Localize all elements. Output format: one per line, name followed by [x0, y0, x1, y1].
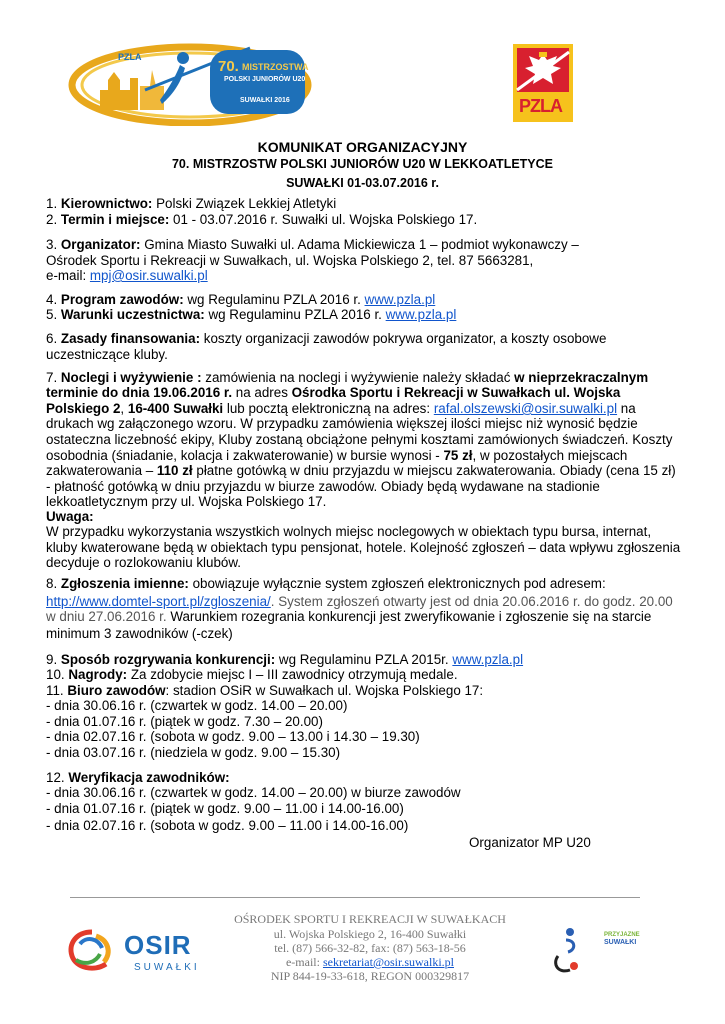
- item-5: 5. Warunki uczestnictwa: wg Regulaminu PZLA 2016 r. www.pzla.pl: [46, 307, 457, 322]
- verification-row: - dnia 01.07.16 r. (piątek w godz. 9.00 – 11.00 i 14.00-16.00): [46, 801, 404, 816]
- item-8: 8. Zgłoszenia imienne: obowiązuje wyłącznie system zgłoszeń elektronicznych pod adresem:: [46, 576, 606, 591]
- pzla-link[interactable]: www.pzla.pl: [364, 292, 436, 307]
- domtel-link[interactable]: http://www.domtel-sport.pl/zgloszenia/: [46, 594, 271, 609]
- pzla-logo: [513, 44, 573, 122]
- osir-logo-text: OSIR: [124, 930, 192, 960]
- office-hours-row: - dnia 01.07.16 r. (piątek w godz. 7.30 – 20.00): [46, 714, 323, 729]
- item-8-line3: w dniu 27.06.2016 r. Warunkiem rozegrania konkurencji jest zweryfikowanie i zgłoszenie się na starcie: [46, 609, 652, 624]
- footer-phone: tel. (87) 566-32-82, fax: (87) 563-18-56: [274, 941, 466, 955]
- item-7-line4: drukach wg załączonego wzoru. W przypadku zamówienia większej ilości miejsc niż wynosić będzie: [46, 416, 638, 431]
- item-1: 1. Kierownictwo: Polski Związek Lekkiej Atletyki: [46, 196, 337, 211]
- item-9: 9. Sposób rozgrywania konkurencji: wg Regulaminu PZLA 2015r. www.pzla.pl: [46, 652, 524, 667]
- item-7-line8: - płatność gotówką w dniu przyjazdu w biurze zawodów. Obiady będą wydawane na stadionie: [46, 479, 600, 494]
- office-hours-row: - dnia 03.07.16 r. (niedziela w godz. 9.00 – 15.30): [46, 745, 341, 760]
- suwalki-text: SUWAŁKI: [604, 939, 637, 946]
- doc-title: KOMUNIKAT ORGANIZACYJNY: [257, 139, 468, 155]
- item-7-line6: osobodnia (śniadanie, kolacja i zakwaterowanie) w bursie wynosi - 75 zł, w pozostałych miejscach: [46, 448, 628, 463]
- item-11: 11. Biuro zawodów: stadion OSiR w Suwałkach ul. Wojska Polskiego 17:: [46, 683, 484, 698]
- uwaga-line1: W przypadku wykorzystania wszystkich wolnych miejsc noclegowych w obiektach typu bursa, internat,: [46, 524, 652, 539]
- pzla-link[interactable]: www.pzla.pl: [452, 652, 524, 667]
- item-10: 10. Nagrody: Za zdobycie miejsc I – III zawodnicy otrzymują medale.: [46, 667, 458, 682]
- logo-edition: 70.: [218, 58, 239, 75]
- osir-logo-mark-icon: [62, 926, 122, 976]
- item-6-line2: uczestniczące kluby.: [46, 347, 168, 362]
- footer-email-line: e-mail: sekretariat@osir.suwalki.pl: [285, 955, 454, 969]
- email-link-olszewski[interactable]: rafal.olszewski@osir.suwalki.pl: [433, 401, 618, 416]
- przyjazne-text: PRZYJAZNE: [604, 932, 640, 938]
- item-8-line2: http://www.domtel-sport.pl/zgloszenia/. System zgłoszeń otwarty jest od dnia 20.06.2016 r. do godz. 20.00: [46, 594, 673, 609]
- przyjazne-suwalki-logo: [546, 922, 640, 982]
- footer-nip: NIP 844-19-33-618, REGON 000329817: [270, 969, 470, 983]
- przyjazne-suwalki-mark-icon: [546, 922, 586, 978]
- logo-line1: MISTRZOSTWA: [242, 62, 309, 72]
- championship-logo-graphic: [60, 40, 322, 126]
- item-3-line3: e-mail: mpj@osir.suwalki.pl: [46, 268, 208, 283]
- logo-line3: SUWAŁKI 2016: [240, 97, 290, 104]
- logo-line2: POLSKI JUNIORÓW U20: [224, 76, 306, 83]
- logo-pzla-text: PZLA: [118, 52, 142, 62]
- uwaga-line2: kluby kwaterowane będą w obiektach typu pensjonat, hotele. Kolejność zgłoszeń – data wpływu zgłoszenia: [46, 540, 681, 555]
- uwaga-heading: Uwaga:: [46, 509, 94, 524]
- item-7: 7. Noclegi i wyżywienie : zamówienia na noclegi i wyżywienie należy składać w nieprzekraczalnym: [46, 370, 649, 385]
- office-hours-row: - dnia 02.07.16 r. (sobota w godz. 9.00 – 13.00 i 14.30 – 19.30): [46, 729, 420, 744]
- item-12: 12. Weryfikacja zawodników:: [46, 770, 230, 785]
- item-8-line4: minimum 3 zawodników (-czek): [46, 626, 233, 641]
- verification-row: - dnia 02.07.16 r. (sobota w godz. 9.00 – 11.00 i 14.00-16.00): [46, 818, 409, 833]
- item-3-line2: Ośrodek Sportu i Rekreacji w Suwałkach, ul. Wojska Polskiego 2, tel. 87 5663281,: [46, 253, 534, 268]
- footer-address: ul. Wojska Polskiego 2, 16-400 Suwałki: [273, 927, 467, 941]
- doc-subtitle-2: SUWAŁKI 01-03.07.2016 r.: [286, 176, 439, 190]
- uwaga-line3: decyduje o rozlokowaniu klubów.: [46, 555, 242, 570]
- doc-subtitle-1: 70. MISTRZOSTW POLSKI JUNIORÓW U20 W LEKKOATLETYCE: [171, 157, 554, 171]
- office-hours-row: - dnia 30.06.16 r. (czwartek w godz. 14.00 – 20.00): [46, 698, 348, 713]
- item-2: 2. Termin i miejsce: 01 - 03.07.2016 r. Suwałki ul. Wojska Polskiego 17.: [46, 212, 478, 227]
- footer-email-link[interactable]: sekretariat@osir.suwalki.pl: [322, 955, 454, 969]
- email-link-mpj[interactable]: mpj@osir.suwalki.pl: [89, 268, 208, 283]
- item-3: 3. Organizator: Gmina Miasto Suwałki ul. Adama Mickiewicza 1 – podmiot wykonawczy –: [46, 237, 579, 252]
- item-7-line7: zakwaterowania – 110 zł płatne gotówką w dniu przyjazdu w miejscu zakwaterowania. Obiady (cena 15 zł): [46, 463, 676, 478]
- item-7-line3: Polskiego 2, 16-400 Suwałki lub pocztą elektroniczną na adres: rafal.olszewski@osir.suwalki.pl na: [46, 401, 636, 416]
- championship-logo: [60, 40, 322, 126]
- pzla-link[interactable]: www.pzla.pl: [385, 307, 457, 322]
- osir-logo-sub: SUWAŁKI: [134, 962, 200, 973]
- item-7-line9: lekkoatletycznym przy ul. Wojska Polskiego 17.: [46, 494, 327, 509]
- osir-logo: [62, 922, 222, 984]
- footer-org-name: OŚRODEK SPORTU I REKREACJI W SUWAŁKACH: [234, 912, 506, 926]
- verification-row: - dnia 30.06.16 r. (czwartek w godz. 14.00 – 20.00) w biurze zawodów: [46, 785, 461, 800]
- pzla-logo-text: PZLA: [519, 96, 562, 116]
- item-7-line2: terminie do dnia 19.06.2016 r. na adres Ośrodka Sportu i Rekreacji w Suwałkach ul. Wojska: [46, 385, 621, 400]
- signature: Organizator MP U20: [469, 835, 591, 850]
- item-6: 6. Zasady finansowania: koszty organizacji zawodów pokrywa organizator, a koszty osobowe: [46, 331, 607, 346]
- item-7-line5: ostateczna liczebność ekipy, Kluby zostaną obciążone pełnymi kosztami zamówionych świadczeń. Koszty: [46, 432, 673, 447]
- footer-divider: [70, 897, 640, 898]
- item-4: 4. Program zawodów: wg Regulaminu PZLA 2016 r. www.pzla.pl: [46, 292, 436, 307]
